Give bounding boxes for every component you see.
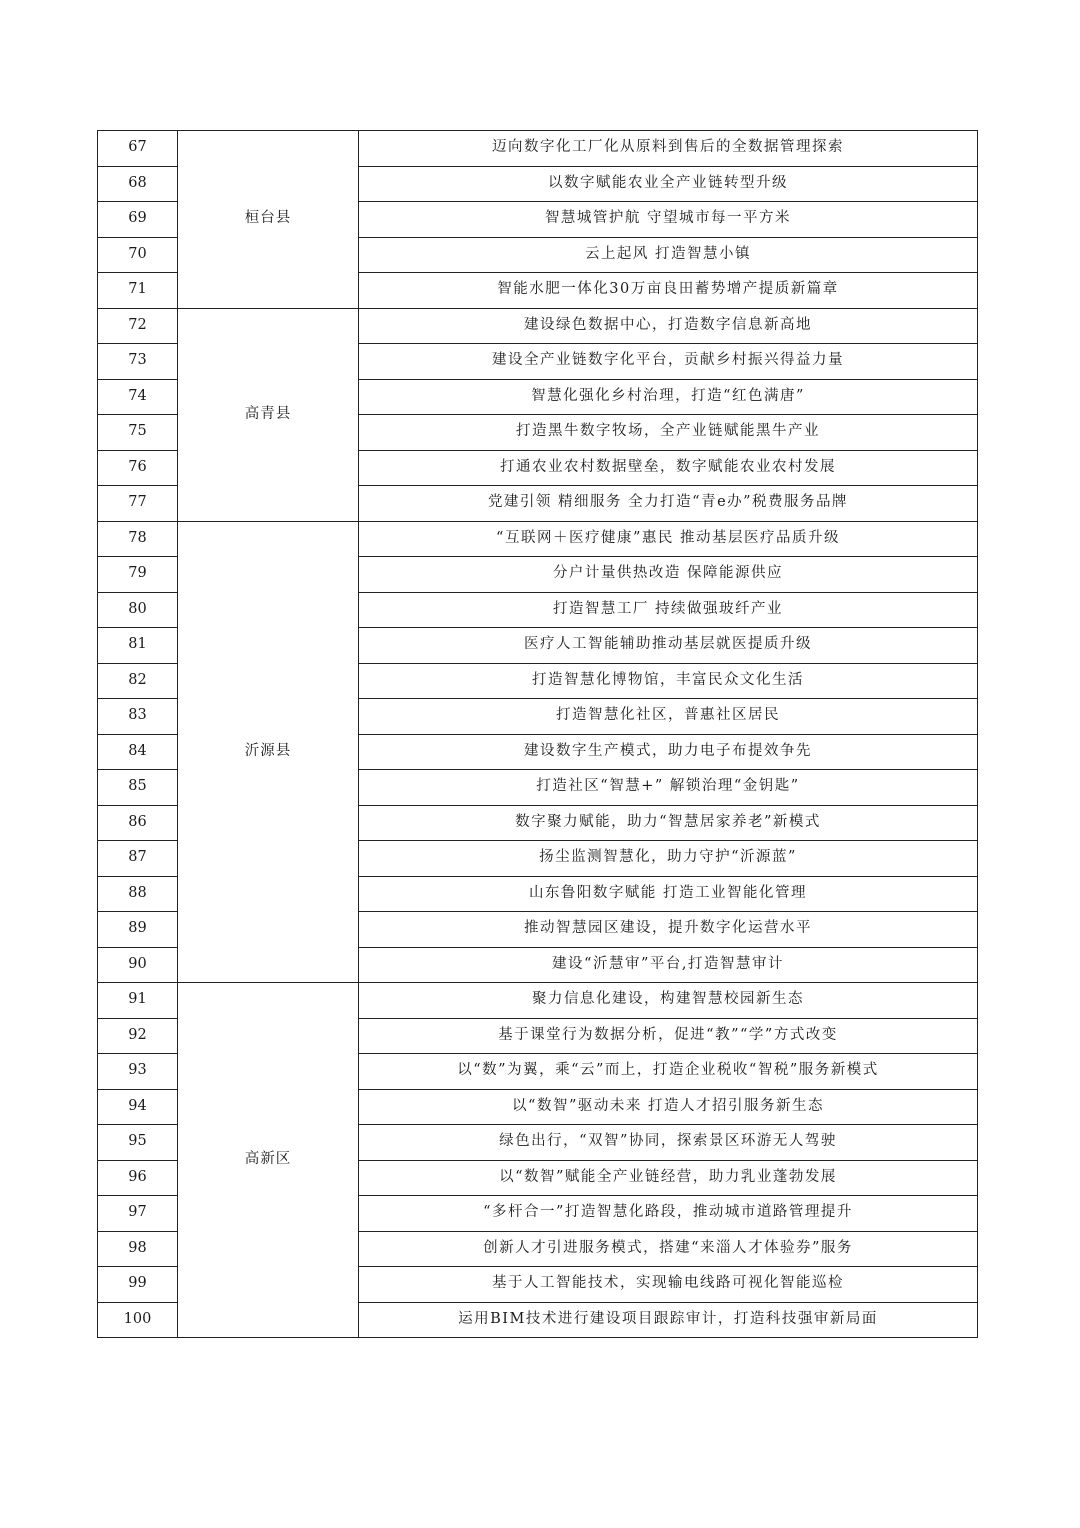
project-title-cell: 以“数智”赋能全产业链经营，助力乳业蓬勃发展 [359, 1160, 978, 1196]
row-number-cell: 86 [98, 805, 178, 841]
project-title-cell: 聚力信息化建设，构建智慧校园新生态 [359, 983, 978, 1019]
county-cell: 沂源县 [178, 521, 359, 983]
row-number-cell: 98 [98, 1231, 178, 1267]
project-title-cell: 绿色出行，“双智”协同，探索景区环游无人驾驶 [359, 1125, 978, 1161]
project-title-cell: 基于课堂行为数据分析，促进“教”“学”方式改变 [359, 1018, 978, 1054]
row-number-cell: 95 [98, 1125, 178, 1161]
project-table [97, 130, 978, 1338]
county-cell: 桓台县 [178, 131, 359, 309]
project-title-cell: 建设数字生产模式，助力电子布提效争先 [359, 734, 978, 770]
row-number-cell: 67 [98, 131, 178, 167]
row-number-cell: 97 [98, 1196, 178, 1232]
project-title-cell: 打造智慧化社区，普惠社区居民 [359, 699, 978, 735]
project-title-cell: “多杆合一”打造智慧化路段，推动城市道路管理提升 [359, 1196, 978, 1232]
row-number-cell: 69 [98, 202, 178, 238]
row-number-cell: 88 [98, 876, 178, 912]
project-title-cell: 智慧化强化乡村治理，打造“红色满唐” [359, 379, 978, 415]
project-title-cell: 党建引领 精细服务 全力打造“青e办”税费服务品牌 [359, 486, 978, 522]
project-title-cell: 推动智慧园区建设，提升数字化运营水平 [359, 912, 978, 948]
row-number-cell: 77 [98, 486, 178, 522]
project-title-cell: 医疗人工智能辅助推动基层就医提质升级 [359, 628, 978, 664]
project-title-cell: 以“数智”驱动未来 打造人才招引服务新生态 [359, 1089, 978, 1125]
table-row [98, 131, 978, 167]
project-title-cell: 基于人工智能技术，实现输电线路可视化智能巡检 [359, 1267, 978, 1303]
project-title-cell: 建设全产业链数字化平台，贡献乡村振兴得益力量 [359, 344, 978, 380]
row-number-cell: 72 [98, 308, 178, 344]
project-title-cell: 数字聚力赋能，助力“智慧居家养老”新模式 [359, 805, 978, 841]
row-number-cell: 92 [98, 1018, 178, 1054]
row-number-cell: 100 [98, 1302, 178, 1338]
project-title-cell: 智慧城管护航 守望城市每一平方米 [359, 202, 978, 238]
county-cell: 高青县 [178, 308, 359, 521]
project-title-cell: 建设“沂慧审”平台,打造智慧审计 [359, 947, 978, 983]
row-number-cell: 79 [98, 557, 178, 593]
project-title-cell: 分户计量供热改造 保障能源供应 [359, 557, 978, 593]
project-title-cell: 建设绿色数据中心，打造数字信息新高地 [359, 308, 978, 344]
table-row [98, 521, 978, 557]
row-number-cell: 81 [98, 628, 178, 664]
project-title-cell: 打造智慧工厂 持续做强玻纤产业 [359, 592, 978, 628]
project-title-cell: “互联网＋医疗健康”惠民 推动基层医疗品质升级 [359, 521, 978, 557]
table-body [98, 131, 978, 1338]
project-title-cell: 创新人才引进服务模式，搭建“来淄人才体验券”服务 [359, 1231, 978, 1267]
row-number-cell: 83 [98, 699, 178, 735]
project-title-cell: 扬尘监测智慧化，助力守护“沂源蓝” [359, 841, 978, 877]
row-number-cell: 82 [98, 663, 178, 699]
row-number-cell: 85 [98, 770, 178, 806]
row-number-cell: 75 [98, 415, 178, 451]
project-title-cell: 迈向数字化工厂化从原料到售后的全数据管理探索 [359, 131, 978, 167]
row-number-cell: 89 [98, 912, 178, 948]
row-number-cell: 70 [98, 237, 178, 273]
row-number-cell: 78 [98, 521, 178, 557]
row-number-cell: 84 [98, 734, 178, 770]
project-title-cell: 山东鲁阳数字赋能 打造工业智能化管理 [359, 876, 978, 912]
row-number-cell: 99 [98, 1267, 178, 1303]
project-title-cell: 打造社区“智慧+” 解锁治理“金钥匙” [359, 770, 978, 806]
project-title-cell: 打造黑牛数字牧场，全产业链赋能黑牛产业 [359, 415, 978, 451]
project-title-cell: 以“数”为翼，乘“云”而上，打造企业税收“智税”服务新模式 [359, 1054, 978, 1090]
row-number-cell: 96 [98, 1160, 178, 1196]
row-number-cell: 73 [98, 344, 178, 380]
row-number-cell: 76 [98, 450, 178, 486]
row-number-cell: 93 [98, 1054, 178, 1090]
project-title-cell: 以数字赋能农业全产业链转型升级 [359, 166, 978, 202]
table-row [98, 308, 978, 344]
project-title-cell: 打造智慧化博物馆，丰富民众文化生活 [359, 663, 978, 699]
row-number-cell: 90 [98, 947, 178, 983]
row-number-cell: 68 [98, 166, 178, 202]
county-cell: 高新区 [178, 983, 359, 1338]
project-title-cell: 智能水肥一体化30万亩良田蓄势增产提质新篇章 [359, 273, 978, 309]
row-number-cell: 71 [98, 273, 178, 309]
row-number-cell: 91 [98, 983, 178, 1019]
project-title-cell: 运用BIM技术进行建设项目跟踪审计，打造科技强审新局面 [359, 1302, 978, 1338]
row-number-cell: 74 [98, 379, 178, 415]
row-number-cell: 94 [98, 1089, 178, 1125]
row-number-cell: 87 [98, 841, 178, 877]
table-row [98, 983, 978, 1019]
row-number-cell: 80 [98, 592, 178, 628]
project-title-cell: 打通农业农村数据壁垒，数字赋能农业农村发展 [359, 450, 978, 486]
project-title-cell: 云上起风 打造智慧小镇 [359, 237, 978, 273]
